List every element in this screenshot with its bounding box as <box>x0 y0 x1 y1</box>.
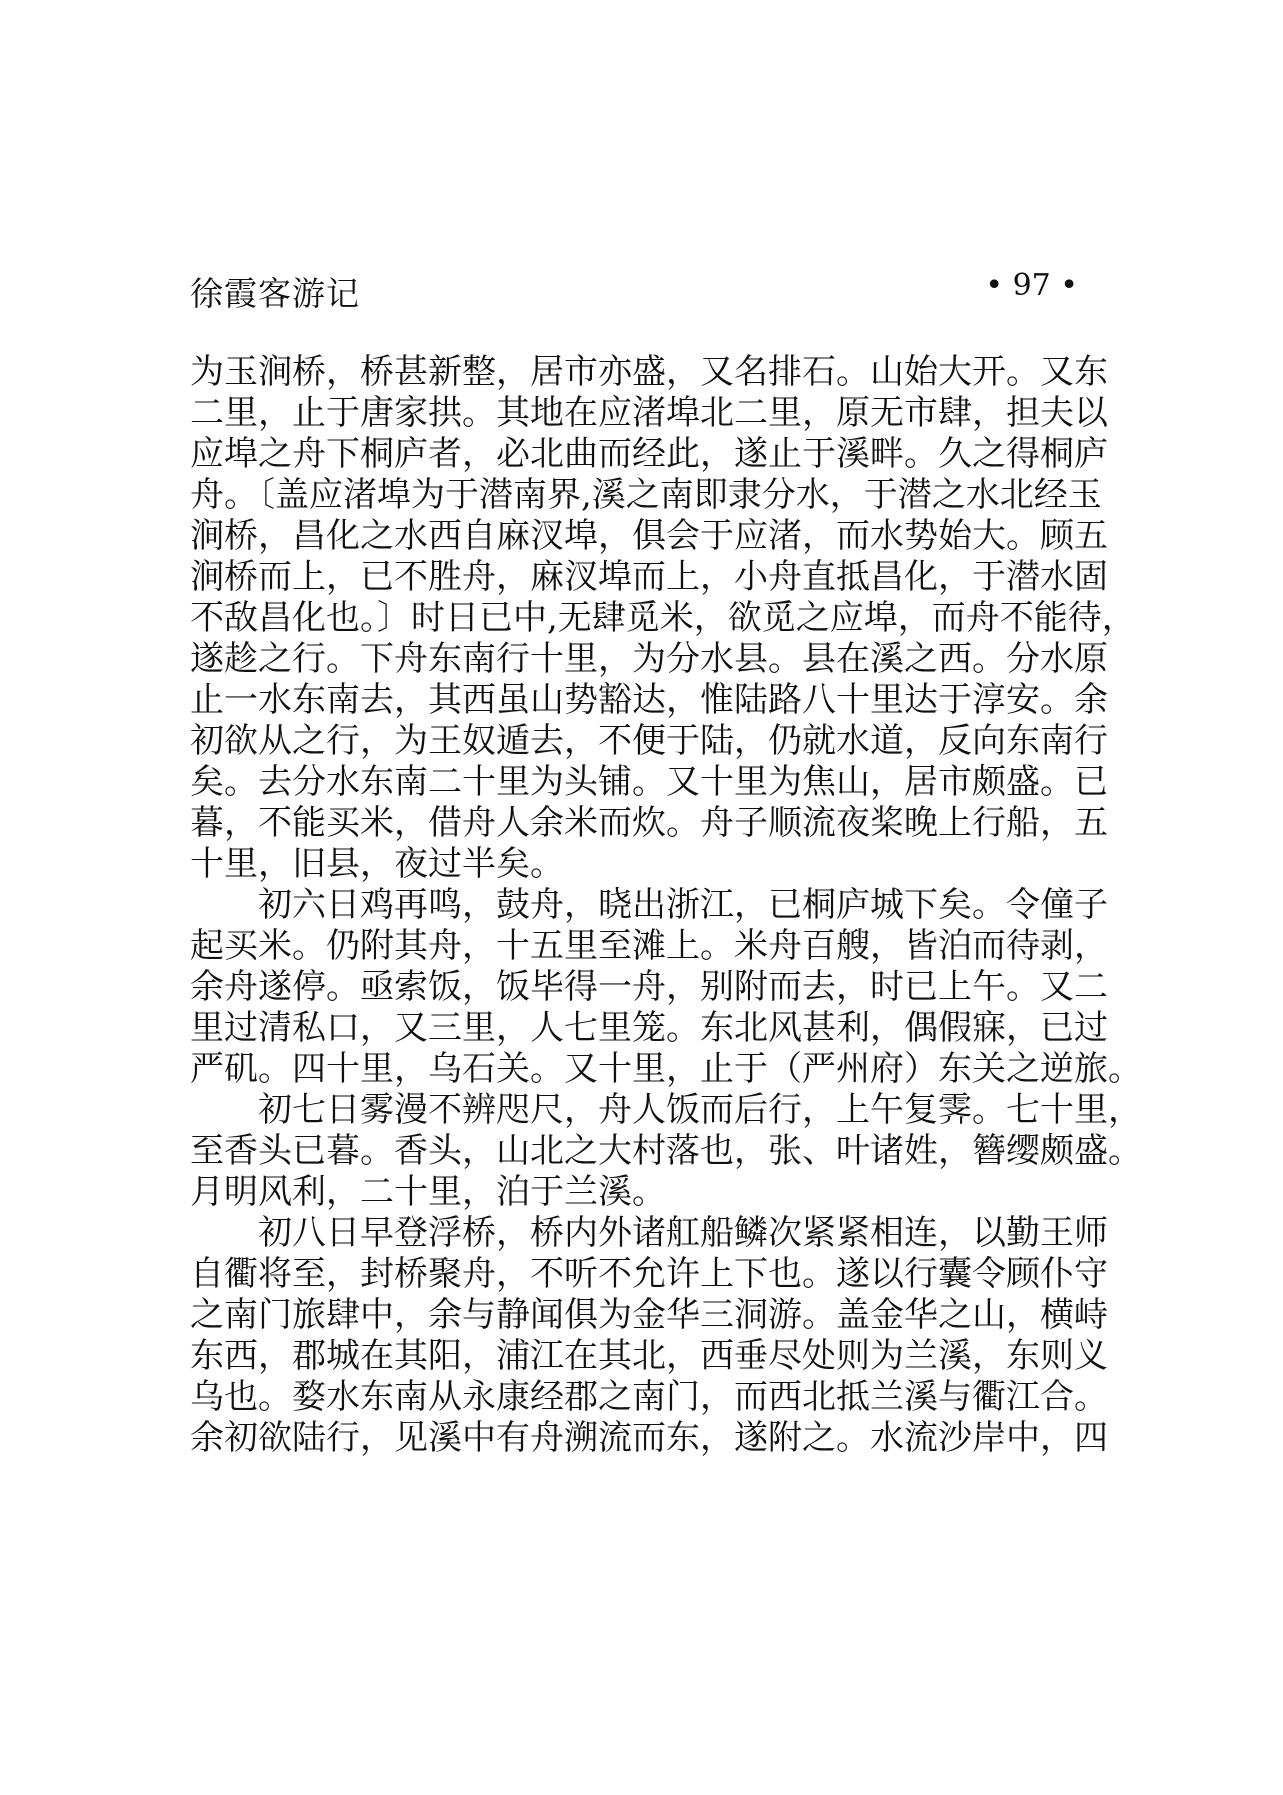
book-title: 徐霞客游记 <box>190 274 360 313</box>
text-line: 暮，不能买米，借舟人余米而炊。舟子顺流夜桨晚上行船，五 <box>190 803 1108 843</box>
text-line: 遂趁之行。下舟东南行十里，为分水县。县在溪之西。分水原 <box>190 639 1108 679</box>
text-line: 乌也。婺水东南从永康经郡之南门，而西北抵兰溪与衢江合。 <box>190 1377 1108 1417</box>
text-line: 里过清私口，又三里，人七里笼。东北风甚利，偶假寐，已过 <box>190 1008 1108 1048</box>
text-line: 二里，止于唐家拱。其地在应渚埠北二里，原无市肆，担夫以 <box>190 393 1108 433</box>
paragraph-start-line: 初八日早登浮桥，桥内外诸舡船鳞次紧紧相连，以勤王师 <box>190 1213 1108 1253</box>
text-line: 东西，郡城在其阳，浦江在其北，西垂尽处则为兰溪，东则义 <box>190 1336 1108 1376</box>
text-line: 十里，旧县，夜过半矣。 <box>190 844 564 884</box>
text-line: 余初欲陆行，见溪中有舟溯流而东，遂附之。水流沙岸中，四 <box>190 1418 1108 1458</box>
text-line: 余舟遂停。亟索饭，饭毕得一舟，别附而去，时已上午。又二 <box>190 967 1108 1007</box>
text-line: 初欲从之行，为王奴遁去，不便于陆，仍就水道，反向东南行 <box>190 721 1108 761</box>
text-line: 为玉涧桥，桥甚新整，居市亦盛，又名排石。山始大开。又东 <box>190 352 1108 392</box>
paragraph-start-line: 初六日鸡再鸣，鼓舟，晓出浙江，已桐庐城下矣。令僮子 <box>190 885 1108 925</box>
text-line: 矣。去分水东南二十里为头铺。又十里为焦山，居市颇盛。已 <box>190 762 1108 802</box>
text-line: 月明风利，二十里，泊于兰溪。 <box>190 1172 666 1212</box>
paragraph-start-line: 初七日雾漫不辨咫尺，舟人饭而后行，上午复霁。七十里， <box>190 1090 1142 1130</box>
text-line: 舟。〔盖应渚埠为于潜南界,溪之南即隶分水，于潜之水北经玉 <box>190 475 1102 515</box>
text-line: 应埠之舟下桐庐者，必北曲而经此，遂止于溪畔。久之得桐庐 <box>190 434 1108 474</box>
text-line: 止一水东南去，其西虽山势豁达，惟陆路八十里达于淳安。余 <box>190 680 1108 720</box>
body-text <box>190 352 1142 1459</box>
text-line: 涧桥，昌化之水西自麻汊埠，俱会于应渚，而水势始大。顾五 <box>190 516 1108 556</box>
text-line: 至香头已暮。香头，山北之大村落也，张、叶诸姓，簪缨颇盛。 <box>190 1131 1142 1171</box>
running-header <box>190 268 1078 316</box>
page-number: • 97 • <box>985 268 1078 303</box>
text-line: 涧桥而上，已不胜舟，麻汊埠而上，小舟直抵昌化，于潜水固 <box>190 557 1108 597</box>
text-line: 自衢将至，封桥聚舟，不听不允许上下也。遂以行囊令顾仆守 <box>190 1254 1108 1294</box>
text-line: 之南门旅肆中，余与静闻俱为金华三洞游。盖金华之山，横峙 <box>190 1295 1108 1335</box>
text-line: 不敌昌化也。〕时日已中,无肆觅米，欲觅之应埠，而舟不能待， <box>190 598 1136 638</box>
text-line: 起买米。仍附其舟，十五里至滩上。米舟百艘，皆泊而待剥， <box>190 926 1108 966</box>
text-line: 严矶。四十里，乌石关。又十里，止于（严州府）东关之逆旅。 <box>190 1049 1142 1089</box>
